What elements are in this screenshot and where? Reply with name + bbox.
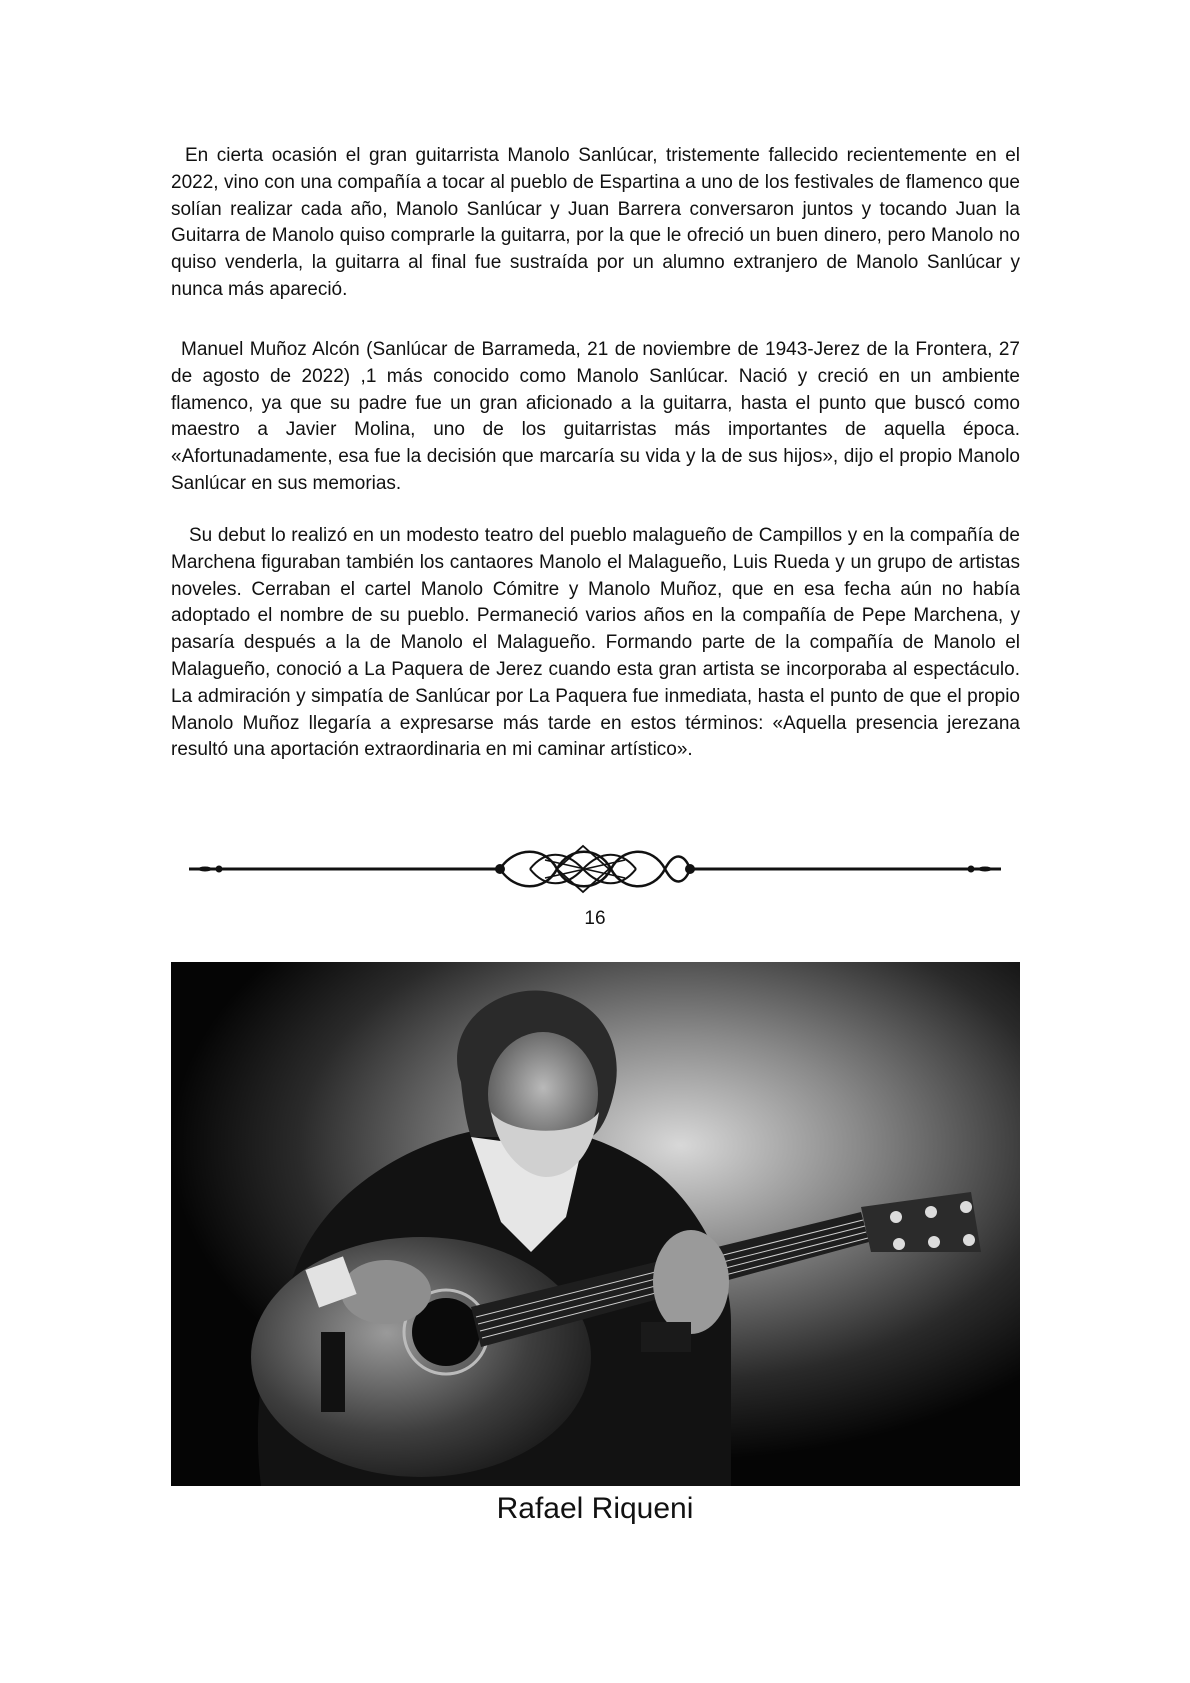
- ornamental-divider-icon: [185, 838, 1005, 900]
- paragraph-1: [171, 143, 1020, 304]
- paragraph-2-text: Manuel Muñoz Alcón (Sanlúcar de Barrameda, 21 de noviembre de 1943-Jerez de la Frontera, 27 de agosto de 2022) ,1 más conocido como Manolo Sanlúcar. Nació y creció en un ambiente flamenco, ya que su padre fue un gran aficionado a la guitarra, hasta el punto que buscó como maestro a Javier Molina, uno de los guitarristas más importantes de aquella época. «Afortunadamente, esa fue la decisión que marcaría su vida y la de sus hijos», dijo el propio Manolo Sanlúcar en sus memorias.: [171, 339, 1020, 494]
- paragraph-1-text: En cierta ocasión el gran guitarrista Manolo Sanlúcar, tristemente fallecido recientemente en el 2022, vino con una compañía a tocar al pueblo de Espartina a uno de los festivales de flamenco que solían realizar cada año, Manolo Sanlúcar y Juan Barrera conversaron juntos y tocando Juan la Guitarra de Manolo quiso comprarle la guitarra, por la que le ofreció un buen dinero, pero Manolo no quiso venderla, la guitarra al final fue sustraída por un alumno extranjero de Manolo Sanlúcar y nunca más apareció.: [171, 145, 1020, 300]
- page-number: 16: [584, 908, 606, 929]
- paragraph-3: [171, 523, 1020, 764]
- paragraph-3-text: Su debut lo realizó en un modesto teatro del pueblo malagueño de Campillos y en la compañía de Marchena figuraban también los cantaores Manolo el Malagueño, Luis Rueda y un grupo de artistas noveles. Cerraban el cartel Manolo Cómitre y Manolo Muñoz, que en esa fecha aún no había adoptado el nombre de su pueblo. Permaneció varios años en la compañía de Pepe Marchena, y pasaría después a la de Manolo el Malagueño. Formando parte de la compañía de Manolo el Malagueño, conoció a La Paquera de Jerez cuando esta gran artista se incorporaba al espectáculo. La admiración y simpatía de Sanlúcar por La Paquera fue inmediata, hasta el punto de que el propio Manolo Muñoz llegaría a expresarse más tarde en estos términos: «Aquella presencia jerezana resultó una aportación extraordinaria en mi caminar artístico».: [171, 525, 1020, 761]
- guitarist-photo: [171, 962, 1020, 1486]
- paragraph-2: [171, 337, 1020, 498]
- photo-caption: Rafael Riqueni: [496, 1492, 694, 1525]
